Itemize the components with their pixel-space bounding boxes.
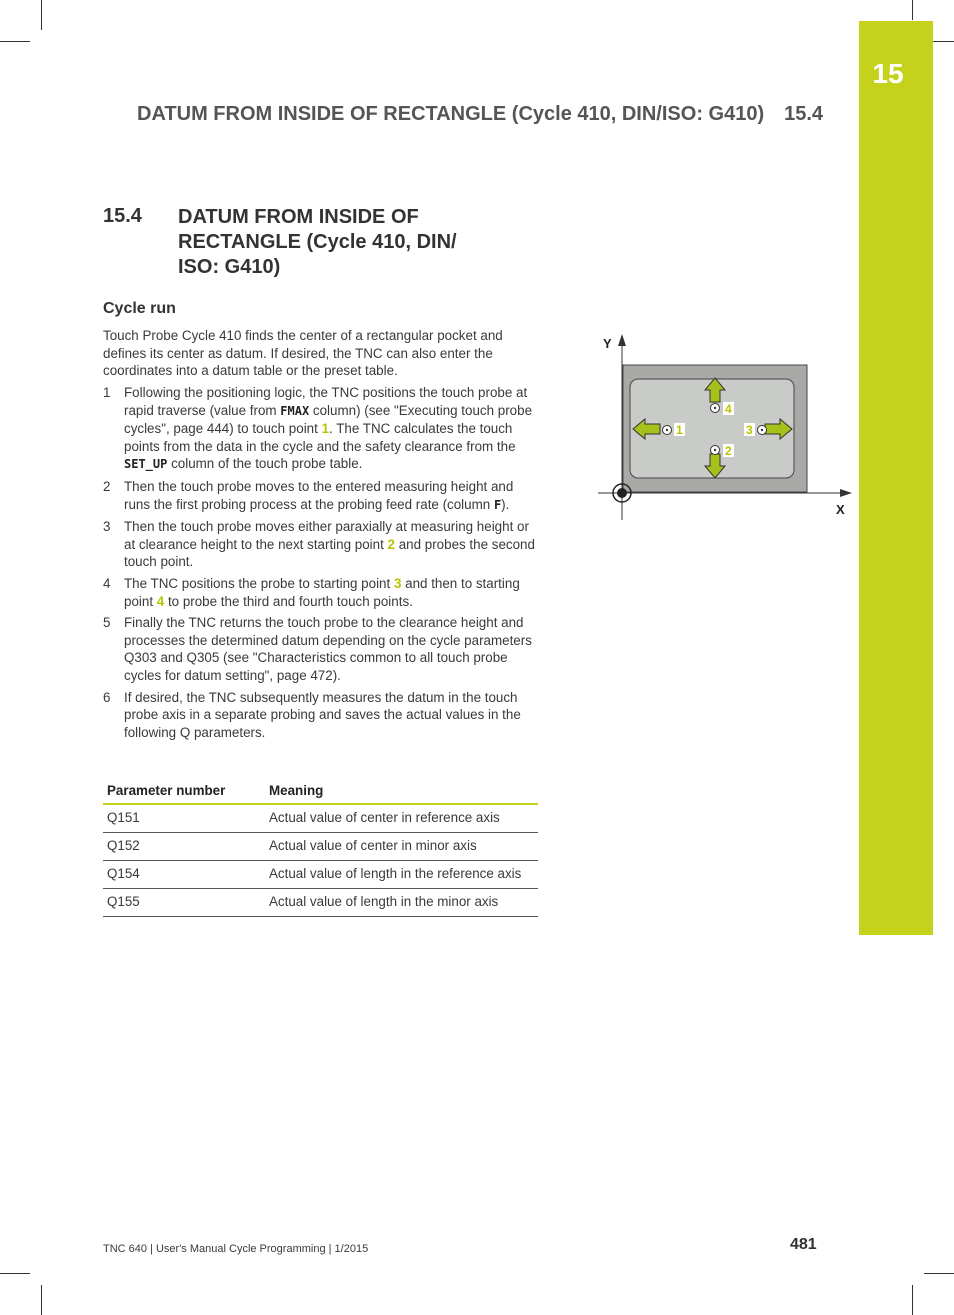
footer-text: TNC 640 | User's Manual Cycle Programming | 1/2015 <box>103 1243 369 1255</box>
intro-paragraph: Touch Probe Cycle 410 finds the center of a rectangular pocket and defines its center as datum. If desired, the TNC can also enter the coordinates into a datum table or the preset table. <box>103 328 503 379</box>
table-cell: Q154 <box>103 861 265 889</box>
table-row <box>103 861 538 889</box>
chapter-tab <box>859 21 933 935</box>
page-number: 481 <box>790 1236 817 1253</box>
list-item: 3 Then the touch probe moves either paraxially at measuring height or at clearance height to the next starting point 2 and probes the second touch point. <box>103 519 535 570</box>
list-item: 2 Then the touch probe moves to the entered measuring height and runs the first probing process at the probing feed rate (column F). <box>103 478 514 512</box>
parameter-table <box>103 780 538 917</box>
table-header-row <box>103 780 538 804</box>
table-cell: Actual value of center in minor axis <box>265 833 538 861</box>
axis-y-label: Y <box>603 336 612 351</box>
table-cell: Actual value of length in the minor axis <box>265 889 538 917</box>
svg-text:1: 1 <box>676 423 683 437</box>
section-title: DATUM FROM INSIDE OF RECTANGLE (Cycle 410, DIN/ ISO: G410) <box>178 206 457 278</box>
x-axis-arrow <box>840 489 852 497</box>
chapter-number: 15 <box>872 58 904 89</box>
table-row <box>103 804 538 833</box>
running-header-title: DATUM FROM INSIDE OF RECTANGLE (Cycle 410, DIN/ISO: G410) <box>137 103 765 125</box>
y-axis-arrow <box>618 334 626 346</box>
list-item: 5 Finally the TNC returns the touch probe to the clearance height and processes the determined datum depending on the cycle parameters Q303 and Q305 (see "Characteristics common to all touch probe cycles for datum setting", page 472). <box>103 615 532 683</box>
svg-text:2: 2 <box>725 444 732 458</box>
svg-text:4: 4 <box>725 402 732 416</box>
table-cell: Q152 <box>103 833 265 861</box>
running-header <box>137 103 835 126</box>
crop-mark <box>912 0 913 20</box>
list-item: 1 Following the positioning logic, the TNC positions the touch probe at rapid traverse (value from FMAX column) (see "Executing touch probe cycles", page 444) to touch point 1. The TNC calculates the touch points from the data in the cycle and the safety clearance from the SET_UP column of the touch probe table. <box>103 385 533 472</box>
cycle-diagram <box>590 330 855 525</box>
table-row <box>103 833 538 861</box>
axis-x-label: X <box>836 502 845 517</box>
steps-list <box>103 384 543 741</box>
table-header-cell: Meaning <box>265 780 538 804</box>
steps-list-container <box>103 384 543 745</box>
subsection-title: Cycle run <box>103 300 176 317</box>
table-cell: Q151 <box>103 804 265 833</box>
list-item: 4 The TNC positions the probe to starting point 3 and then to starting point 4 to probe the third and fourth touch points. <box>103 575 520 609</box>
crop-mark <box>924 1273 954 1274</box>
crop-mark <box>0 41 30 42</box>
table-cell: Actual value of center in reference axis <box>265 804 538 833</box>
table-cell: Q155 <box>103 889 265 917</box>
running-header-number: 15.4 <box>784 103 824 125</box>
table-row <box>103 889 538 917</box>
table-cell: Actual value of length in the reference axis <box>265 861 538 889</box>
crop-mark <box>41 0 42 30</box>
list-item: 6 If desired, the TNC subsequently measures the datum in the touch probe axis in a separate probing and saves the actual values in the following Q parameters. <box>103 689 521 740</box>
crop-mark <box>41 1285 42 1315</box>
crop-mark <box>912 1285 913 1315</box>
crop-mark <box>0 1273 30 1274</box>
table-header-cell: Parameter number <box>103 780 265 804</box>
section-number: 15.4 <box>103 205 142 227</box>
svg-text:3: 3 <box>746 423 753 437</box>
